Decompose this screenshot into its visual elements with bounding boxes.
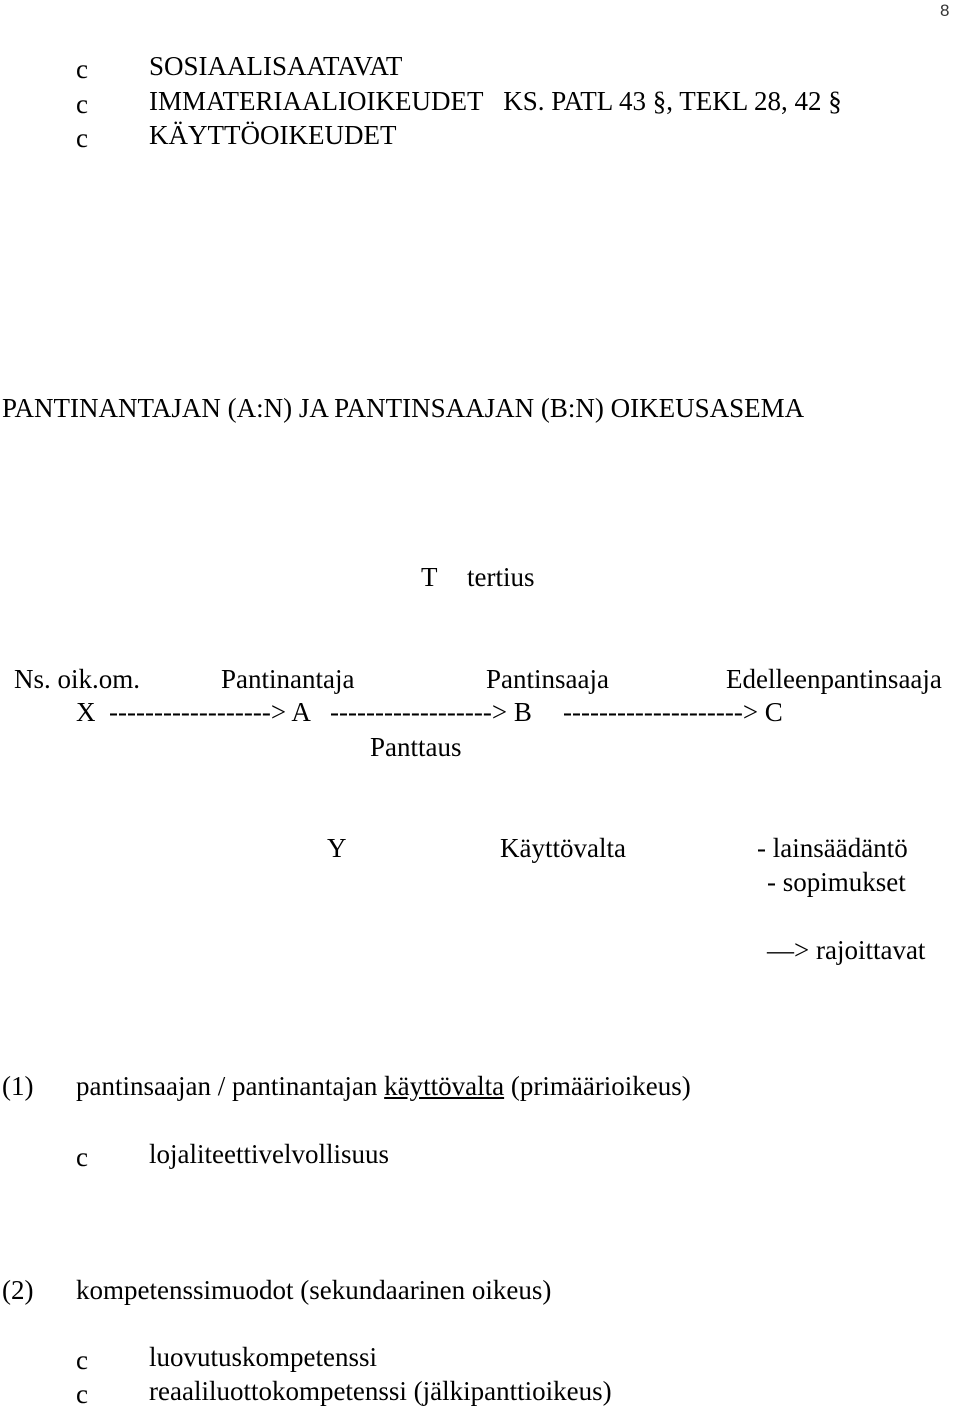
legislation-label: - lainsäädäntö xyxy=(757,833,908,863)
bullet-icon: c xyxy=(76,1379,88,1409)
section-text-part: (primäärioikeus) xyxy=(504,1071,691,1101)
section-heading: PANTINANTAJAN (A:N) JA PANTINSAAJAN (B:N) OIKEUSASEMA xyxy=(2,393,805,423)
bullet-icon: c xyxy=(76,89,88,119)
t-label: tertius xyxy=(467,562,535,592)
edelleenpantinsaaja-label: Edelleenpantinsaaja xyxy=(726,664,942,694)
list-item: lojaliteettivelvollisuus xyxy=(149,1139,389,1169)
y-letter: Y xyxy=(327,833,347,863)
panttaus-label: Panttaus xyxy=(370,732,462,762)
section-text: kompetenssimuodot (sekundaarinen oikeus) xyxy=(76,1275,552,1305)
bullet-icon: c xyxy=(76,1142,88,1172)
arrow-to-a: ------------------> A xyxy=(109,697,311,727)
section-number: (1) xyxy=(2,1071,34,1101)
restricts-label: —> rajoittavat xyxy=(767,935,926,965)
pantinsaaja-label: Pantinsaaja xyxy=(486,664,609,694)
x-letter: X xyxy=(76,697,96,727)
list-item: luovutuskompetenssi xyxy=(149,1342,377,1372)
section-number: (2) xyxy=(2,1275,34,1305)
underlined-term: käyttövalta xyxy=(384,1071,505,1101)
list-item: IMMATERIAALIOIKEUDET KS. PATL 43 §, TEKL 28, 42 § xyxy=(149,86,842,116)
t-letter: T xyxy=(421,562,438,592)
arrow-to-c: --------------------> C xyxy=(563,697,783,727)
section-text-part: pantinsaajan / pantinantajan xyxy=(76,1071,385,1101)
bullet-icon: c xyxy=(76,1345,88,1375)
kayttovalta-label: Käyttövalta xyxy=(500,833,626,863)
pantinantaja-label: Pantinantaja xyxy=(221,664,355,694)
bullet-icon: c xyxy=(76,54,88,84)
section-text xyxy=(76,1073,691,1100)
page-number: 8 xyxy=(940,1,950,20)
list-item: reaaliluottokompetenssi (jälkipanttioikeus) xyxy=(149,1376,612,1406)
list-item: KÄYTTÖOIKEUDET xyxy=(149,120,397,150)
contracts-label: - sopimukset xyxy=(767,867,906,897)
bullet-icon: c xyxy=(76,123,88,153)
list-item: SOSIAALISAATAVAT xyxy=(149,51,403,81)
arrow-to-b: ------------------> B xyxy=(330,697,532,727)
row1-prefix: Ns. oik.om. xyxy=(14,664,141,694)
